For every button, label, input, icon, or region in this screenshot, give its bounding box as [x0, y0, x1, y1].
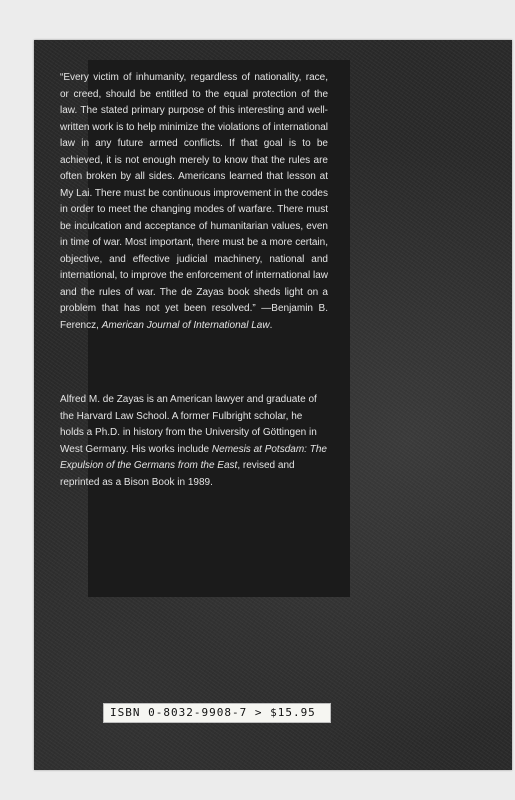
- quote-attribution: —Benjamin B. Ferencz,: [60, 303, 328, 331]
- review-quote: [60, 70, 328, 334]
- quote-source: American Journal of International Law: [101, 319, 270, 331]
- isbn-price-text: ISBN 0-8032-9908-7 > $15.95: [110, 706, 316, 719]
- bio-book-title: Nemesis at Potsdam: The Expulsion of the Germans from the East: [60, 443, 327, 471]
- quote-text: “Every victim of inhumanity, regardless of nationality, race, or creed, should be entitled to the equal protection of the law. The stated primary purpose of this interesting and well-written work is to help minimize the violations of international law in any future armed conflicts. If that goal is to be achieved, it is not enough merely to know that the rules are often broken by all sides. Americans learned that lesson at My Lai. There must be continuous improvement in the codes in order to meet the changing modes of warfare. There must be inculcation and acceptance of humanitarian values, even in time of war. Most important, there must be a more certain, objective, and effective judicial machinery, national and international, to improve the enforcement of international law and the rules of war. The de Zayas book sheds light on a problem that has not yet been resolved.”: [60, 72, 328, 314]
- isbn-price-label: [103, 703, 331, 723]
- author-bio: [60, 392, 328, 491]
- bio-text-end: , revised and reprinted as a Bison Book in 1989.: [60, 460, 295, 488]
- bio-text-start: Alfred M. de Zayas is an American lawyer and graduate of the Harvard Law School. A former Fulbright scholar, he holds a Ph.D. in history from the University of Göttingen in West Germany. His works include: [60, 394, 317, 455]
- quote-source-end: .: [269, 319, 273, 331]
